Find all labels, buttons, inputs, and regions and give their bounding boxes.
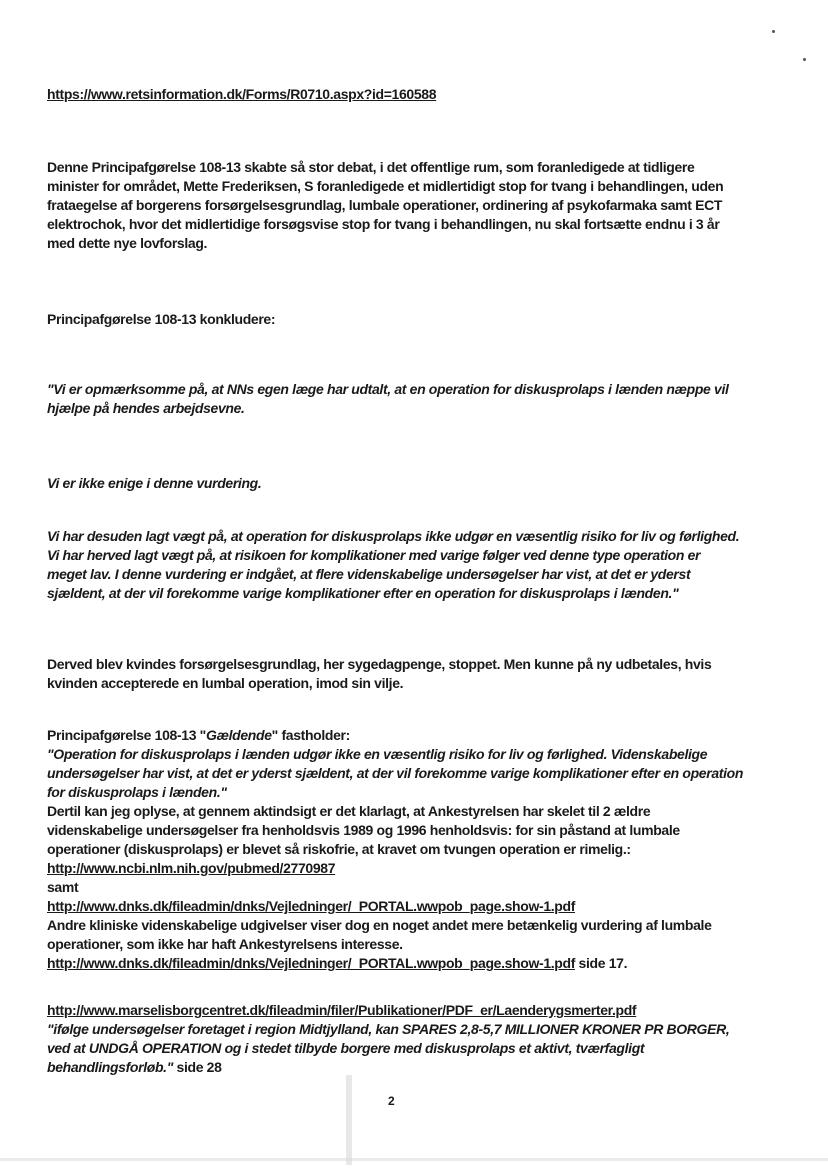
andre-paragraph: Andre kliniske videnskabelige udgivelser viser dog en noget andet mere betænkelig vurdering af lumbale operationer, som ikke har haft Ankestyrelsens interesse. (47, 917, 712, 952)
page-number: 2 (388, 1094, 395, 1108)
marselis-section (47, 1001, 747, 1077)
quote-paragraph-2: Vi er ikke enige i denne vurdering. (47, 475, 262, 491)
scan-speck (772, 30, 775, 33)
gaeldende-quote: "Operation for diskusprolaps i lænden udgør ikke en væsentlig risiko for liv og førlighed. Videnskabelige undersøgelser har vist, at det er yderst sjældent, at der vil forekomme varige komplikationer efter en operation for diskusprolaps i lænden." (47, 746, 744, 800)
derved-paragraph: Derved blev kvindes forsørgelsesgrundlag, her sygedagpenge, stoppet. Men kunne på ny udbetales, hvis kvinden accepterede en lumbal operation, imod sin vilje. (47, 656, 712, 691)
gaeldende-heading: Principafgørelse 108-13 "Gældende" fastholder: (47, 727, 350, 743)
link-dnks-2[interactable]: http://www.dnks.dk/fileadmin/dnks/Vejledninger/_PORTAL.wwpob_page.show-1.pdf (47, 955, 576, 971)
scan-speck (803, 58, 806, 61)
conclusion-heading: Principafgørelse 108-13 konkludere: (47, 311, 276, 327)
gaeldende-section (47, 726, 747, 973)
quote-paragraph-1: "Vi er opmærksomme på, at NNs egen læge har udtalt, at en operation for diskusprolaps i lænden næppe vil hjælpe på hendes arbejdsevne. (47, 381, 729, 416)
scan-artifact (0, 1158, 828, 1161)
link-dnks-1[interactable]: http://www.dnks.dk/fileadmin/dnks/Vejledninger/_PORTAL.wwpob_page.show-1.pdf (47, 898, 576, 914)
link-ncbi[interactable]: http://www.ncbi.nlm.nih.gov/pubmed/2770987 (47, 860, 336, 876)
link-dnks-2-line: http://www.dnks.dk/fileadmin/dnks/Vejledninger/_PORTAL.wwpob_page.show-1.pdf side 17. (47, 955, 628, 971)
marselis-quote-block: "ifølge undersøgelser foretaget i region Midtjylland, kan SPARES 2,8-5,7 MILLIONER KRONER PR BORGER, ved at UNDGÅ OPERATION og i stedet tilbyde borgere med diskusprolaps et aktivt, tværfagligt behandlingsforløb." side 28 (47, 1021, 730, 1075)
url-retsinformation[interactable]: https://www.retsinformation.dk/Forms/R0710.aspx?id=160588 (47, 86, 437, 102)
scan-artifact (346, 1075, 352, 1165)
link-marselisborg[interactable]: http://www.marselisborgcentret.dk/fileadmin/filer/Publikationer/PDF_er/Laenderygsmerter.pdf (47, 1002, 637, 1018)
intro-paragraph: Denne Principafgørelse 108-13 skabte så stor debat, i det offentlige rum, som foranledigede at tidligere minister for området, Mette Frederiksen, S foranledigede et midlertidigt stop for tvang i behandlingen, uden frataegelse af borgerens forsørgelsesgrundlag, lumbale operationer, ordinering af psykofarmaka samt ECT elektrochok, hvor det midlertidige forsøgsvise stop for tvang i behandlingen, nu skal fortsætte endnu i 3 år med dette nye lovforslag. (47, 159, 724, 251)
samt-text: samt (47, 879, 79, 895)
quote-paragraph-3: Vi har desuden lagt vægt på, at operation for diskusprolaps ikke udgør en væsentlig risiko for liv og førlighed. Vi har herved lagt vægt på, at risikoen for komplikationer med varige følger ved denne type operation er meget lav. I denne vurdering er indgået, at flere videnskabelige undersøgelser har vist, at det er yderst sjældent, at der vil forekomme varige komplikationer efter en operation for diskusprolaps i lænden." (47, 528, 740, 601)
dertil-paragraph: Dertil kan jeg oplyse, at gennem aktindsigt er det klarlagt, at Ankestyrelsen har skelet til 2 ældre videnskabelige undersøgelser fra henholdsvis 1989 og 1996 henholdsvis: for sin påstand at lumbale operationer (diskusprolaps) er blevet så riskofrie, at kravet om tvungen operation er rimelig.: (47, 803, 680, 857)
